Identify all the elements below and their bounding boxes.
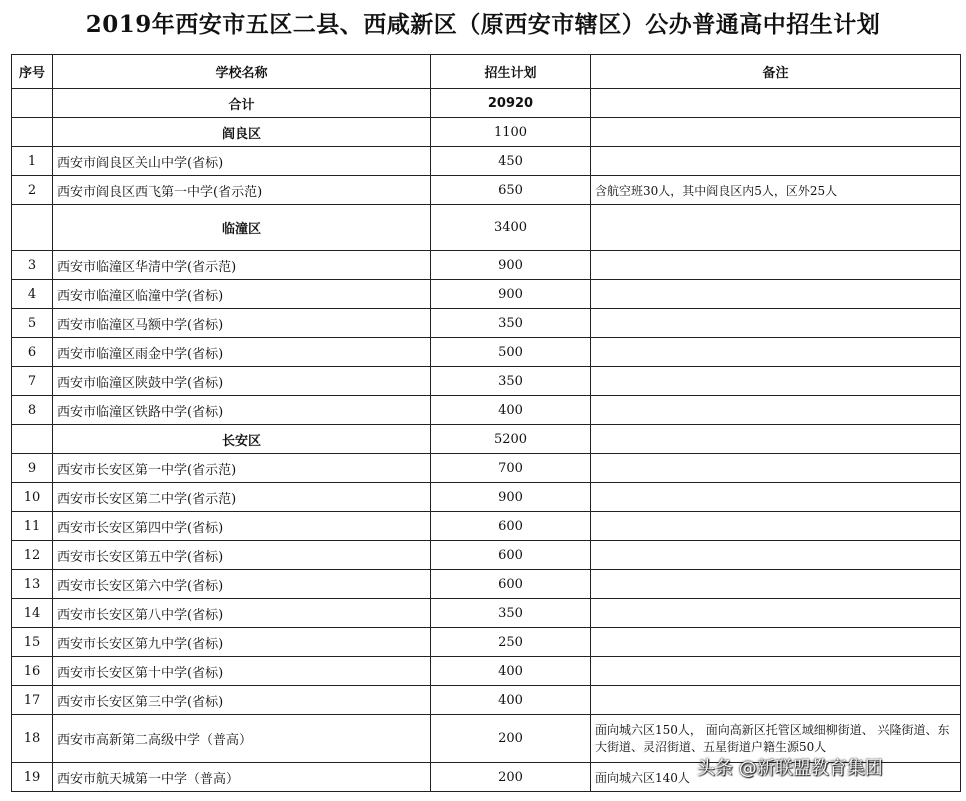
school-name: 西安市临潼区临潼中学(省标) [53, 280, 431, 309]
enrollment-plan: 350 [431, 367, 591, 396]
remark [591, 686, 961, 715]
enrollment-plan: 400 [431, 396, 591, 425]
table-row [12, 512, 961, 541]
row-seq: 1 [12, 147, 53, 176]
enrollment-plan: 700 [431, 454, 591, 483]
school-name: 西安市长安区第十中学(省标) [53, 657, 431, 686]
school-name: 西安市长安区第三中学(省标) [53, 686, 431, 715]
remark [591, 309, 961, 338]
row-seq: 11 [12, 512, 53, 541]
table-row [12, 541, 961, 570]
district-name: 阎良区 [53, 118, 431, 147]
table-row [12, 176, 961, 205]
total-note [591, 89, 961, 118]
enrollment-plan: 900 [431, 483, 591, 512]
remark: 含航空班30人，其中阎良区内5人，区外25人 [591, 176, 961, 205]
table-row [12, 251, 961, 280]
district-row [12, 118, 961, 147]
remark [591, 512, 961, 541]
header-note: 备注 [591, 55, 961, 89]
district-row [12, 425, 961, 454]
remark [591, 599, 961, 628]
enrollment-plan: 250 [431, 628, 591, 657]
header-school: 学校名称 [53, 55, 431, 89]
total-seq [12, 89, 53, 118]
remark [591, 541, 961, 570]
row-seq [12, 425, 53, 454]
table-row [12, 686, 961, 715]
enrollment-plan: 450 [431, 147, 591, 176]
watermark: 头条 @新联盟教育集团 [697, 758, 883, 779]
enrollment-plan: 600 [431, 541, 591, 570]
table-row [12, 657, 961, 686]
enrollment-plan: 3400 [431, 205, 591, 251]
school-name: 西安市长安区第八中学(省标) [53, 599, 431, 628]
remark [591, 396, 961, 425]
page-title: 2019年西安市五区二县、西咸新区（原西安市辖区）公办普通高中招生计划 [85, 11, 881, 38]
remark [591, 454, 961, 483]
table-row [12, 309, 961, 338]
enrollment-plan: 200 [431, 763, 591, 792]
table-row [12, 570, 961, 599]
enrollment-plan: 600 [431, 512, 591, 541]
row-seq: 7 [12, 367, 53, 396]
table-row [12, 599, 961, 628]
total-plan: 20920 [431, 89, 591, 118]
header-seq: 序号 [12, 55, 53, 89]
row-seq: 16 [12, 657, 53, 686]
remark: 面向城六区140人 [591, 763, 961, 792]
row-seq [12, 205, 53, 251]
total-label: 合计 [53, 89, 431, 118]
school-name: 西安市临潼区马额中学(省标) [53, 309, 431, 338]
school-name: 西安市阎良区西飞第一中学(省示范) [53, 176, 431, 205]
enrollment-plan: 350 [431, 309, 591, 338]
school-name: 西安市临潼区雨金中学(省标) [53, 338, 431, 367]
table-row [12, 147, 961, 176]
table-row [12, 454, 961, 483]
row-seq: 9 [12, 454, 53, 483]
header-plan: 招生计划 [431, 55, 591, 89]
school-name: 西安市长安区第五中学(省标) [53, 541, 431, 570]
school-name: 西安市高新第二高级中学（普高） [53, 715, 431, 763]
remark: 面向城六区150人， 面向高新区托管区域细柳街道、 兴隆街道、东大街道、灵沼街道、五星街道户籍生源50人 [591, 715, 961, 763]
enrollment-plan: 350 [431, 599, 591, 628]
remark [591, 280, 961, 309]
enrollment-plan: 1100 [431, 118, 591, 147]
row-seq: 3 [12, 251, 53, 280]
enrollment-plan: 200 [431, 715, 591, 763]
table-row [12, 367, 961, 396]
school-name: 西安市航天城第一中学（普高） [53, 763, 431, 792]
total-row [12, 89, 961, 118]
row-seq: 5 [12, 309, 53, 338]
enrollment-table [11, 54, 961, 792]
row-seq: 13 [12, 570, 53, 599]
row-seq: 6 [12, 338, 53, 367]
district-name: 长安区 [53, 425, 431, 454]
remark [591, 570, 961, 599]
table-row [12, 338, 961, 367]
row-seq: 19 [12, 763, 53, 792]
school-name: 西安市临潼区陕鼓中学(省标) [53, 367, 431, 396]
remark [591, 367, 961, 396]
enrollment-plan: 400 [431, 686, 591, 715]
row-seq: 4 [12, 280, 53, 309]
row-seq: 14 [12, 599, 53, 628]
remark [591, 425, 961, 454]
district-row [12, 205, 961, 251]
row-seq: 8 [12, 396, 53, 425]
row-seq: 12 [12, 541, 53, 570]
enrollment-plan: 500 [431, 338, 591, 367]
row-seq: 18 [12, 715, 53, 763]
table-row [12, 483, 961, 512]
row-seq: 17 [12, 686, 53, 715]
remark [591, 118, 961, 147]
remark [591, 251, 961, 280]
enrollment-plan: 600 [431, 570, 591, 599]
remark [591, 205, 961, 251]
table-row [12, 628, 961, 657]
enrollment-plan: 650 [431, 176, 591, 205]
table-row [12, 280, 961, 309]
school-name: 西安市长安区第二中学(省示范) [53, 483, 431, 512]
remark [591, 147, 961, 176]
enrollment-plan: 400 [431, 657, 591, 686]
enrollment-plan: 900 [431, 280, 591, 309]
remark [591, 483, 961, 512]
remark [591, 657, 961, 686]
school-name: 西安市临潼区华清中学(省示范) [53, 251, 431, 280]
school-name: 西安市长安区第六中学(省标) [53, 570, 431, 599]
row-seq [12, 118, 53, 147]
row-seq: 2 [12, 176, 53, 205]
school-name: 西安市长安区第四中学(省标) [53, 512, 431, 541]
row-seq: 15 [12, 628, 53, 657]
school-name: 西安市长安区第一中学(省示范) [53, 454, 431, 483]
school-name: 西安市临潼区铁路中学(省标) [53, 396, 431, 425]
school-name: 西安市长安区第九中学(省标) [53, 628, 431, 657]
header-row [12, 55, 961, 89]
school-name: 西安市阎良区关山中学(省标) [53, 147, 431, 176]
district-name: 临潼区 [53, 205, 431, 251]
row-seq: 10 [12, 483, 53, 512]
remark [591, 628, 961, 657]
table-row [12, 396, 961, 425]
enrollment-plan: 900 [431, 251, 591, 280]
enrollment-plan: 5200 [431, 425, 591, 454]
remark [591, 338, 961, 367]
